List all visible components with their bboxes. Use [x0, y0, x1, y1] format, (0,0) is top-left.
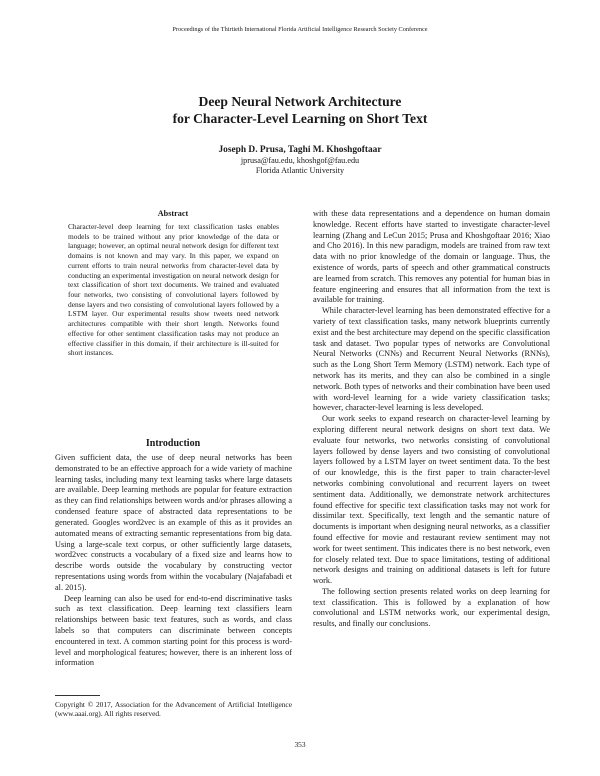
intro-paragraph-2: Deep learning can also be used for end-to-end discriminative tasks such as text classification. Deep learning text classifiers learn relationships between basic text features, such as words, and class labels so that computers can discriminate between concepts encountered in text. A common starting point for this process is word-level and morphological features; however, there is an inherent loss of information — [55, 593, 292, 668]
copyright-notice: Copyright © 2017, Association for the Advancement of Artificial Intelligence (www.aaai.org). All rights reserved. — [55, 700, 292, 718]
introduction-heading: Introduction — [145, 438, 201, 449]
right-paragraph-4: The following section presents related works on deep learning for text classification. This is followed by a explanation of how convolutional and LSTM networks work, our experimental design, results, and finally our conclusions. — [313, 586, 550, 629]
title-line-1: Deep Neural Network Architecture — [198, 94, 402, 109]
conference-header: Proceedings of the Thirtieth International Florida Artificial Intelligence Research Society Conference — [172, 26, 428, 33]
right-paragraph-2: While character-level learning has been demonstrated effective for a variety of text classification tasks, many network blueprints currently exist and the best architecture may depend on the specific classification task and dataset. Two popular types of networks are Convolutional Neural Networks (CNNs) and Recurrent Neural Networks (RNNs), such as the Long Short Term Memory (LSTM) network. Each type of network has its merits, and they can also be combined in a single network. Both types of networks and their combination have been used with word-level learning for a wide variety classification tasks; however, character-level learning is less developed. — [313, 306, 550, 413]
abstract-heading: Abstract — [157, 209, 189, 218]
introduction-body — [55, 453, 292, 669]
right-paragraph-3: Our work seeks to expand research on character-level learning by exploring different neural network designs on short text data. We evaluate four networks, two networks consisting of convolutional layers followed by dense layers and two consisting of convolutional layers followed by a LSTM layer on tweet sentiment data. To the best of our knowledge, this is the first paper to train character-level networks combining convolutional and recurrent layers on tweet sentiment data. Additionally, we demonstrate network architectures found effective for specific text classification tasks may not work for dissimilar text. Specifically, text length and the semantic nature of documents is important when designing neural networks, as a classifier found effective for movie and restaurant review sentiment may not work for tweet sentiment. This indicates there is no best network, even for closely related text. Due to space limitations, testing of additional network designs and training on additional datasets is left for future work. — [313, 414, 550, 586]
title-line-2: for Character-Level Learning on Short Text — [172, 111, 428, 126]
right-column-body — [313, 209, 550, 630]
footnote-rule — [55, 695, 100, 696]
page-number: 353 — [294, 740, 306, 749]
paper-title — [60, 93, 540, 127]
intro-paragraph-1: Given sufficient data, the use of deep neural networks has been demonstrated to be an effective approach for a wide variety of machine learning tasks, including many text learning tasks where large datasets are available. Deep learning methods are popular for feature extraction as they can find relationships between words and/or phrases allowing a condensed feature space of abstracted data representations to be generated. Googles word2vec is an example of this as it provides an automated means of extracting semantic representations from big data. Using a large-scale text corpus, or other sufficiently large datasets, word2vec constructs a vocabulary of a fixed size and learns how to describe words outside the vocabulary by constructing vector representations using words from within the vocabulary (Najafabadi et al. 2015). — [55, 453, 292, 592]
author-affiliation: Florida Atlantic University — [255, 166, 345, 175]
author-emails: jprusa@fau.edu, khoshgof@fau.edu — [240, 156, 360, 165]
author-names: Joseph D. Prusa, Taghi M. Khoshgoftaar — [218, 145, 382, 155]
right-paragraph-1: with these data representations and a dependence on human domain knowledge. Recent efforts have started to investigate character-level learning (Zhang and LeCun 2015; Prusa and Khoshgoftaar 2016; Xiao and Cho 2016). In this new paradigm, models are trained from raw text data with no prior knowledge of the domain or language. Thus, the existence of words, parts of speech and other grammatical constructs are learned from scratch. This removes any potential for human bias in feature engineering and ensures that all information from the text is available for training. — [313, 209, 550, 305]
abstract-text: Character-level deep learning for text classification tasks enables models to be trained without any prior knowledge of the data or language; however, an optimal neural network design for different text domains is not known and may vary. In this paper, we expand on current efforts to train neural networks from character-level data by conducting an experimental investigation on neural network design for text classification of short text documents. We trained and evaluated four networks, two consisting of convolutional layers followed by dense layers and two consisting of convolutional layers followed by a LSTM layer. Our experimental results show tweets need network architectures compatible with their short length. Networks found effective for other sentiment classification tasks may not produce an effective classifier in this domain, if their architecture is ill-suited for short instances. — [68, 222, 279, 358]
